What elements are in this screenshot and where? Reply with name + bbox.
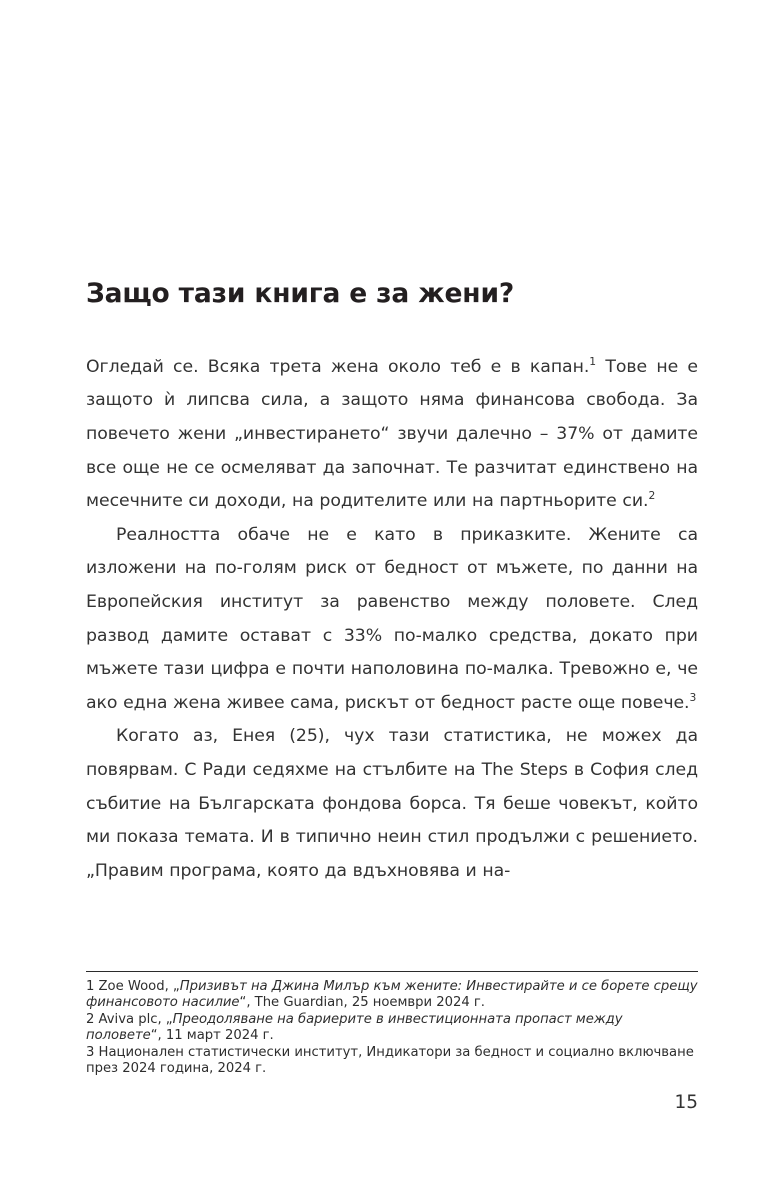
footnote-marker[interactable]: 2 [648, 489, 656, 503]
page-title: Защо тази книга е за жени? [86, 278, 515, 309]
body-paragraph [86, 351, 698, 519]
body-paragraph [86, 720, 698, 888]
paragraph-text: Когато аз, Енея (25), чух тази статистика, не можех да повярвам. С Ради седяхме на стълбите на The Steps в София след събитие на Българската фондова борса. Тя беше човекът, който ми показа темата. И в типично неин стил продължи с решението. „Правим програма, която да вдъхновява и на- [86, 726, 698, 881]
footnote-list [86, 979, 698, 1077]
footnote-text: “, The Guardian, 25 ноември 2024 г. [239, 995, 485, 1011]
footnote-marker[interactable]: 3 [689, 690, 697, 704]
footnote-item [86, 979, 698, 1012]
footnote-text: 1 Zoe Wood, „ [86, 979, 180, 994]
footnote-text: “, 11 март 2024 г. [150, 1028, 274, 1044]
page-number: 15 [674, 1092, 698, 1113]
paragraph-text: Огледай се. Всяка трета жена около теб е в капан. [86, 356, 590, 377]
body-text [86, 351, 698, 889]
footnote-title: Призивът на Джина Милър към жените: Инвестирайте и се борете срещу финансовото насилие [86, 979, 698, 1011]
footnote-separator-rule [86, 971, 698, 972]
footnote-text: 2 Aviva plc, „ [86, 1011, 173, 1027]
footnote-title: Преодоляване на бариерите в инвестиционната пропаст между половете [86, 1011, 623, 1044]
paragraph-text: Тове не е защото ѝ липсва сила, а защото няма финансова свобода. За повечето жени „инвестирането“ звучи далечно – 37% от дамите все още не се осмеляват да започнат. Те разчитат единствено на месечните си доходи, на родителите или на партньорите си. [86, 356, 698, 512]
body-paragraph [86, 519, 698, 721]
footnote-item [86, 1045, 698, 1078]
page-content [86, 278, 698, 888]
footnotes-section [86, 971, 698, 1077]
footnote-text: 3 Национален статистически институт, Индикатори за бедност и социално включване през 2024 година, 2024 г. [86, 1044, 694, 1077]
paragraph-text: Реалността обаче не е като в приказките. Жените са изложени на по-голям риск от бедност от мъжете, по данни на Европейския институт за равенство между половете. След развод дамите остават с 33% по-малко средства, докато при мъжете тази цифра е почти наполовина по-малка. Тревожно е, че ако една жена живее сама, рискът от бедност расте още повече. [86, 524, 698, 713]
footnote-marker[interactable]: 1 [589, 355, 597, 369]
footnote-item [86, 1012, 698, 1045]
